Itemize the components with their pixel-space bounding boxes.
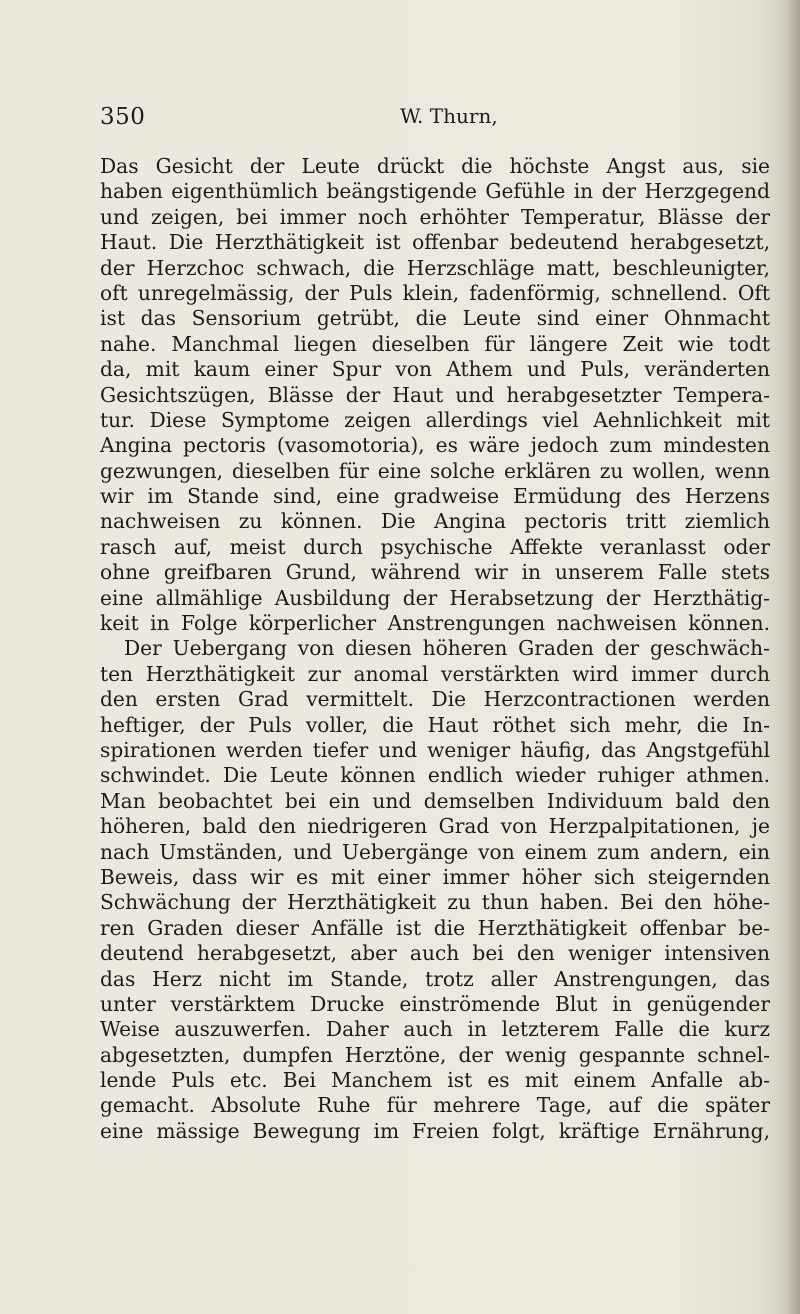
text-line: Schwächung der Herzthätigkeit zu thun haben. Bei den höhe- — [100, 890, 770, 915]
text-line-paragraph-start: Der Uebergang von diesen höheren Graden der geschwäch- — [124, 636, 770, 661]
text-line: ten Herzthätigkeit zur anomal verstärkten wird immer durch — [100, 661, 770, 686]
text-line: Gesichtszügen, Blässe der Haut und herabgesetzter Tempera- — [100, 382, 770, 407]
text-line: rasch auf, meist durch psychische Affekte veranlasst oder — [100, 534, 770, 559]
text-line: ohne greifbaren Grund, während wir in unserem Falle stets — [100, 560, 770, 585]
text-line: höheren, bald den niedrigeren Grad von Herzpalpitationen, je — [100, 814, 770, 839]
text-line: Weise auszuwerfen. Daher auch in letzterem Falle die kurz — [100, 1017, 770, 1042]
text-line: gezwungen, dieselben für eine solche erklären zu wollen, wenn — [100, 458, 770, 483]
text-line: Haut. Die Herzthätigkeit ist offenbar bedeutend herabgesetzt, — [100, 230, 770, 255]
text-line: nach Umständen, und Uebergänge von einem zum andern, ein — [100, 839, 770, 864]
body-text — [100, 154, 770, 1144]
text-line: haben eigenthümlich beängstigende Gefühle in der Herzgegend — [100, 179, 770, 204]
text-line: keit in Folge körperlicher Anstrengungen nachweisen können. — [100, 611, 770, 636]
page-header — [100, 100, 720, 134]
text-line: den ersten Grad vermittelt. Die Herzcontractionen werden — [100, 687, 770, 712]
text-line: wir im Stande sind, eine gradweise Ermüdung des Herzens — [100, 484, 770, 509]
text-line: ren Graden dieser Anfälle ist die Herzthätigkeit offenbar be- — [100, 915, 770, 940]
page-edge-shadow — [778, 0, 800, 1314]
text-line: spirationen werden tiefer und weniger häufig, das Angstgefühl — [100, 737, 770, 762]
text-line: Man beobachtet bei ein und demselben Individuum bald den — [100, 788, 770, 813]
running-head: W. Thurn, — [400, 104, 498, 128]
text-line: Das Gesicht der Leute drückt die höchste Angst aus, sie — [100, 154, 770, 178]
text-line: abgesetzten, dumpfen Herztöne, der wenig gespannte schnel- — [100, 1042, 770, 1067]
text-line: unter verstärktem Drucke einströmende Blut in genügender — [100, 991, 770, 1016]
text-line: schwindet. Die Leute können endlich wieder ruhiger athmen. — [100, 763, 770, 788]
text-line: da, mit kaum einer Spur von Athem und Puls, veränderten — [100, 357, 770, 382]
text-line: nachweisen zu können. Die Angina pectoris tritt ziemlich — [100, 509, 770, 534]
text-line: oft unregelmässig, der Puls klein, fadenförmig, schnellend. Oft — [100, 280, 770, 305]
text-line: das Herz nicht im Stande, trotz aller Anstrengungen, das — [100, 966, 770, 991]
text-line: Angina pectoris (vasomotoria), es wäre jedoch zum mindesten — [100, 433, 770, 458]
text-line: nahe. Manchmal liegen dieselben für längere Zeit wie todt — [100, 331, 770, 356]
text-line: Beweis, dass wir es mit einer immer höher sich steigernden — [100, 864, 770, 889]
text-line: ist das Sensorium getrübt, die Leute sind einer Ohnmacht — [100, 306, 770, 331]
text-line: deutend herabgesetzt, aber auch bei den weniger intensiven — [100, 941, 770, 966]
text-line: eine mässige Bewegung im Freien folgt, kräftige Ernährung, — [100, 1118, 770, 1143]
text-line: heftiger, der Puls voller, die Haut röthet sich mehr, die In- — [100, 712, 770, 737]
text-line: tur. Diese Symptome zeigen allerdings viel Aehnlichkeit mit — [100, 407, 770, 432]
text-line: gemacht. Absolute Ruhe für mehrere Tage, auf die später — [100, 1093, 770, 1118]
text-line: und zeigen, bei immer noch erhöhter Temperatur, Blässe der — [100, 204, 770, 229]
text-line: der Herzchoc schwach, die Herzschläge matt, beschleunigter, — [100, 255, 770, 280]
text-line: lende Puls etc. Bei Manchem ist es mit einem Anfalle ab- — [100, 1068, 770, 1093]
text-line: eine allmählige Ausbildung der Herabsetzung der Herzthätig- — [100, 585, 770, 610]
page-number: 350 — [100, 104, 146, 130]
